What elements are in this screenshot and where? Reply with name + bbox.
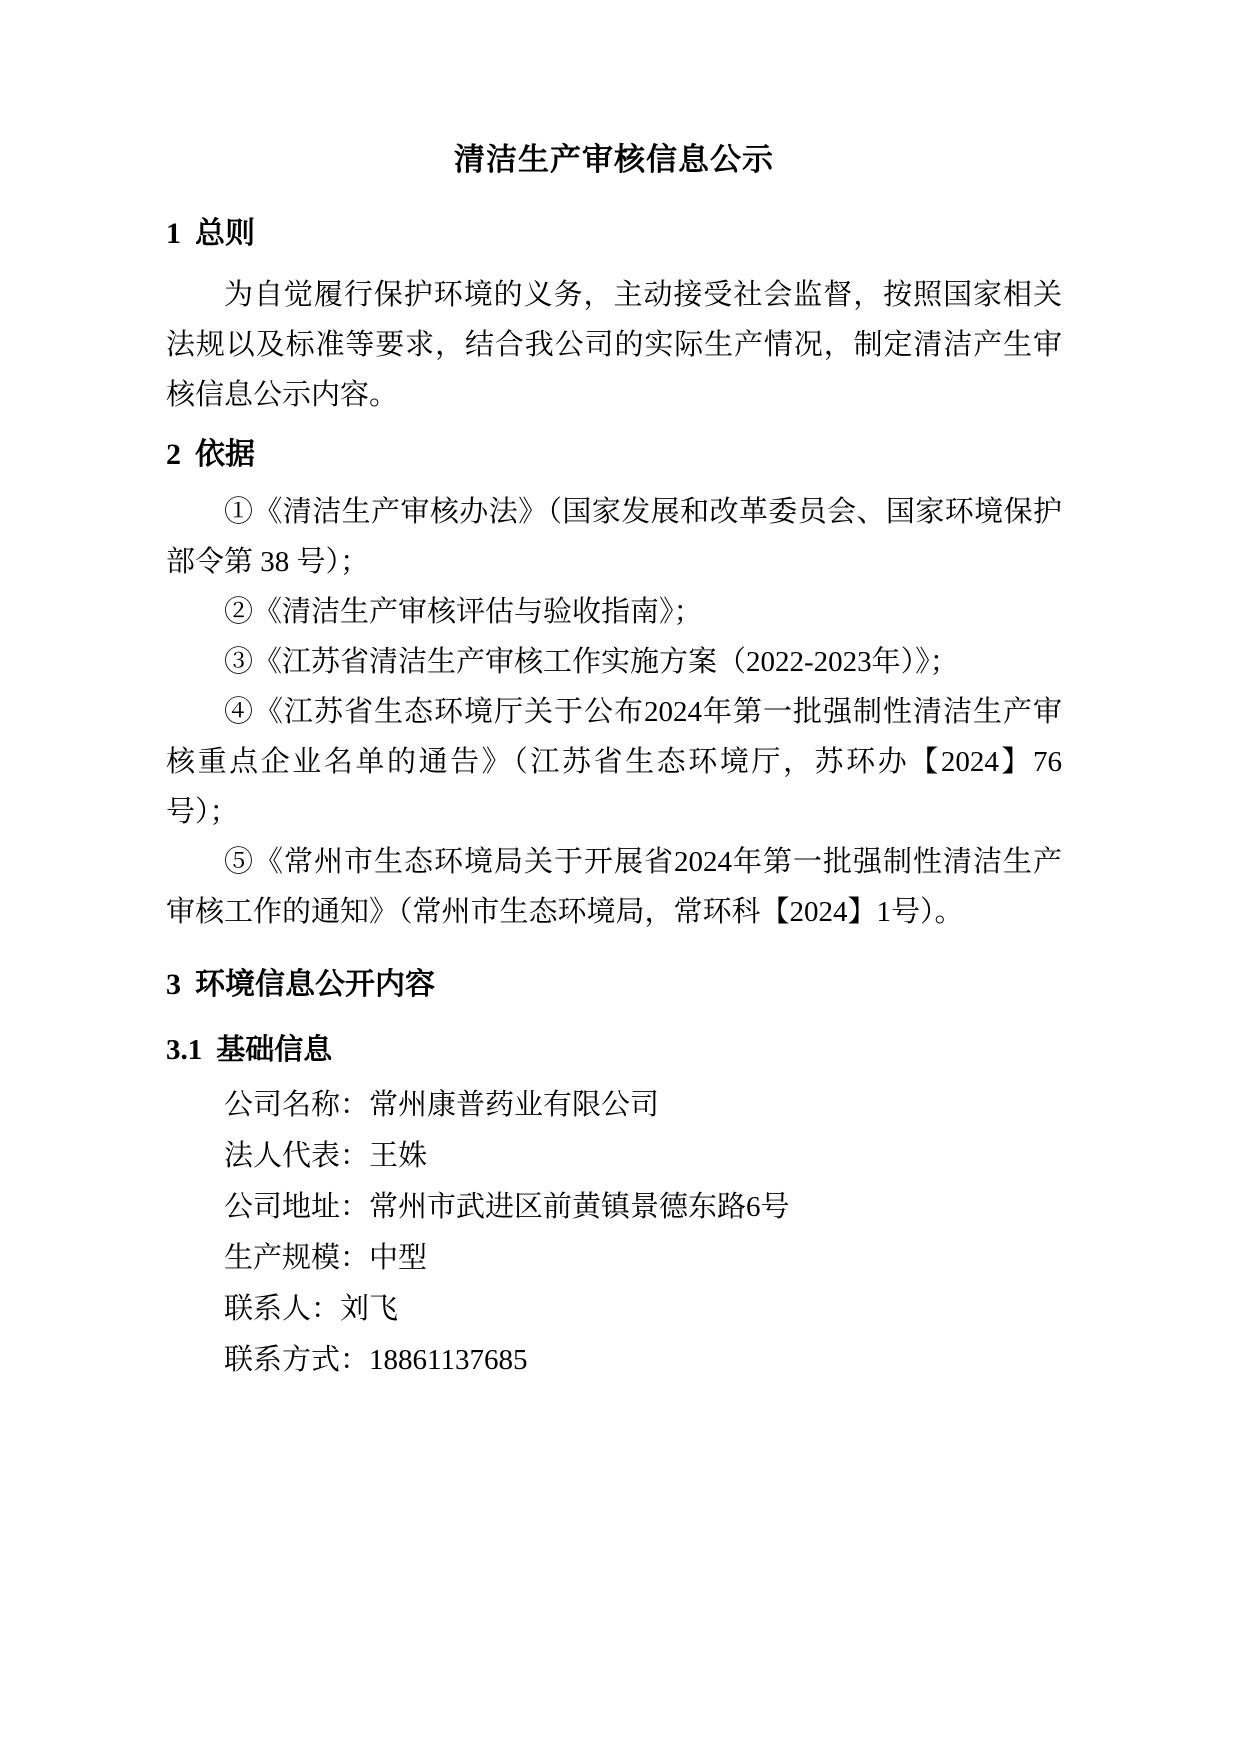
section-3-title: 环境信息公开内容 xyxy=(195,968,435,1001)
field-company-address-value: 常州市武进区前黄镇景德东路6号 xyxy=(369,1191,790,1223)
field-contact-phone-label: 联系方式： xyxy=(224,1344,370,1376)
section-2-title: 依据 xyxy=(195,438,255,471)
field-production-scale-label: 生产规模： xyxy=(224,1242,370,1274)
field-legal-representative-label: 法人代表： xyxy=(224,1140,370,1172)
field-company-name-value: 常州康普药业有限公司 xyxy=(369,1089,660,1121)
field-contact-phone xyxy=(166,1335,1062,1386)
field-contact-person-value: 刘飞 xyxy=(340,1293,399,1325)
field-contact-person xyxy=(166,1284,1062,1335)
section-3-1-number: 3.1 xyxy=(166,1034,203,1066)
basis-item-1: ①《清洁生产审核办法》（国家发展和改革委员会、国家环境保护部令第 38 号）； xyxy=(166,496,1062,578)
section-disclosure xyxy=(166,965,1062,1386)
section-general-rules xyxy=(166,214,1062,420)
basis-item-3: ③《江苏省清洁生产审核工作实施方案（2022-2023年）》； xyxy=(224,646,959,678)
field-legal-representative xyxy=(166,1131,1062,1182)
field-company-name-label: 公司名称： xyxy=(224,1089,370,1121)
document-title: 清洁生产审核信息公示 xyxy=(454,142,774,177)
field-company-address xyxy=(166,1182,1062,1233)
basis-item-4: ④《江苏省生态环境厅关于公布2024年第一批强制性清洁生产审核重点企业名单的通告》（江苏省生态环境厅，苏环办【2024】76号）； xyxy=(166,696,1062,828)
section-1-number: 1 xyxy=(166,217,181,250)
section-1-title: 总则 xyxy=(195,217,255,250)
section-3-number: 3 xyxy=(166,968,181,1001)
section-1-heading xyxy=(166,214,1062,254)
section-2-number: 2 xyxy=(166,438,181,471)
basis-item-2: ②《清洁生产审核评估与验收指南》； xyxy=(224,596,703,628)
field-contact-phone-value: 18861137685 xyxy=(369,1344,528,1376)
section-3-1-heading xyxy=(166,1030,1062,1070)
field-production-scale-value: 中型 xyxy=(369,1242,428,1274)
document-content xyxy=(166,140,1062,1386)
field-contact-person-label: 联系人： xyxy=(224,1293,341,1325)
section-2-heading xyxy=(166,435,1062,475)
general-rules-paragraph: 为自觉履行保护环境的义务，主动接受社会监督，按照国家相关法规以及标准等要求，结合我公司的实际生产情况，制定清洁产生审核信息公示内容。 xyxy=(166,279,1062,411)
field-company-address-label: 公司地址： xyxy=(224,1191,370,1223)
field-company-name xyxy=(166,1080,1062,1131)
basis-item-5: ⑤《常州市生态环境局关于开展省2024年第一批强制性清洁生产审核工作的通知》（常州市生态环境局，常环科【2024】1号）。 xyxy=(166,846,1062,928)
section-basis xyxy=(166,435,1062,937)
field-production-scale xyxy=(166,1233,1062,1284)
section-3-heading xyxy=(166,965,1062,1005)
section-3-1-title: 基础信息 xyxy=(216,1034,333,1066)
field-legal-representative-value: 王姝 xyxy=(369,1140,428,1172)
